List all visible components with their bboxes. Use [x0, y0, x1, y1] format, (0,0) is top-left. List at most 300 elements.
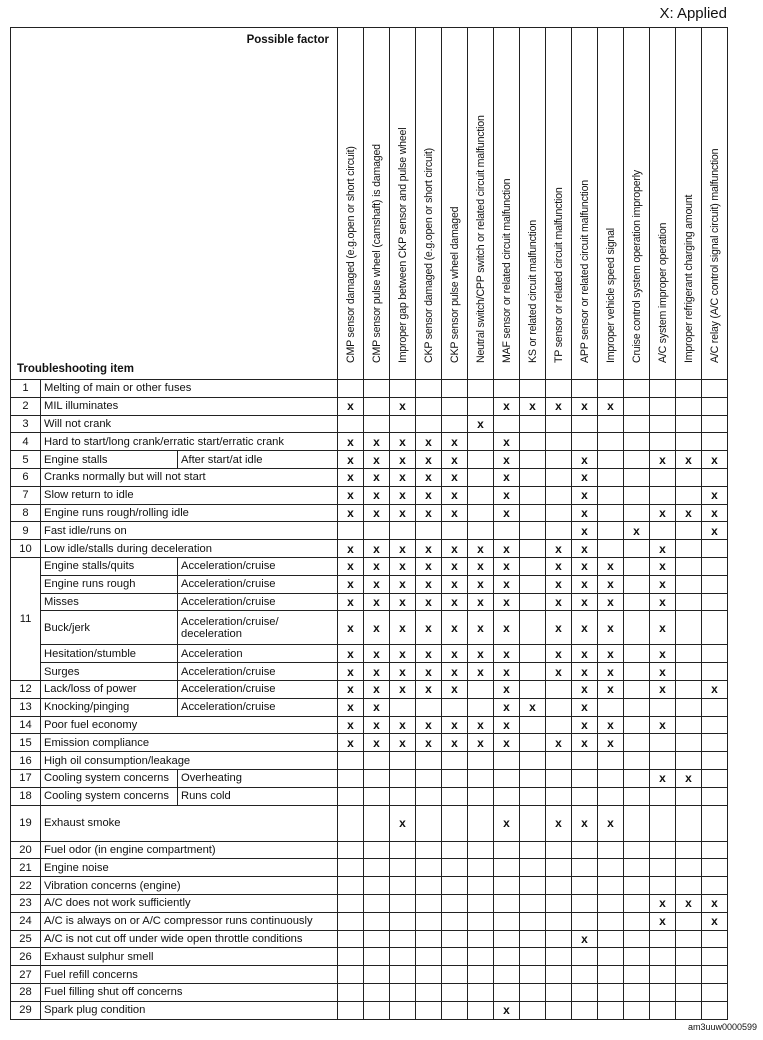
troubleshooting-item: Fuel filling shut off concerns: [41, 983, 338, 1001]
factor-mark: x: [572, 611, 598, 645]
table-row: [11, 734, 728, 752]
factor-mark: [494, 841, 520, 859]
factor-mark: x: [442, 611, 468, 645]
factor-mark: x: [494, 540, 520, 558]
item-condition: Acceleration: [178, 645, 338, 663]
factor-mark: [416, 930, 442, 948]
factor-mark: [676, 1001, 702, 1019]
factor-mark: [702, 663, 728, 681]
factor-mark: x: [468, 734, 494, 752]
troubleshooting-item: Fast idle/runs on: [41, 522, 338, 540]
factor-mark: [676, 983, 702, 1001]
factor-mark: [572, 877, 598, 895]
factor-mark: x: [416, 575, 442, 593]
factor-mark: [676, 380, 702, 398]
factor-mark: [676, 734, 702, 752]
factor-mark: [598, 948, 624, 966]
factor-mark: [598, 415, 624, 433]
factor-mark: x: [572, 663, 598, 681]
factor-mark: [468, 451, 494, 469]
factor-mark: [442, 894, 468, 912]
factor-mark: x: [494, 698, 520, 716]
header-corner: [11, 28, 338, 380]
item-condition: Acceleration/cruise: [178, 593, 338, 611]
factor-mark: [416, 752, 442, 770]
troubleshooting-item: Misses: [41, 593, 178, 611]
factor-mark: [364, 752, 390, 770]
factor-mark: [494, 948, 520, 966]
factor-header: [390, 28, 416, 380]
factor-mark: [520, 787, 546, 805]
factor-mark: [390, 912, 416, 930]
factor-mark: [676, 540, 702, 558]
factor-mark: x: [572, 397, 598, 415]
factor-mark: [390, 966, 416, 984]
factor-mark: [416, 948, 442, 966]
troubleshooting-item: A/C does not work sufficiently: [41, 894, 338, 912]
factor-mark: [546, 380, 572, 398]
factor-mark: x: [572, 734, 598, 752]
factor-mark: x: [338, 698, 364, 716]
table-row: [11, 680, 728, 698]
factor-label: TP sensor or related circuit malfunction: [552, 187, 565, 363]
factor-mark: x: [572, 451, 598, 469]
factor-mark: [364, 948, 390, 966]
item-number: 16: [11, 752, 41, 770]
factor-mark: [624, 680, 650, 698]
factor-mark: [468, 698, 494, 716]
factor-mark: x: [416, 540, 442, 558]
factor-mark: [624, 752, 650, 770]
factor-mark: x: [416, 468, 442, 486]
item-number: 6: [11, 468, 41, 486]
factor-mark: [468, 894, 494, 912]
factor-mark: x: [650, 540, 676, 558]
factor-mark: [598, 930, 624, 948]
factor-mark: [598, 433, 624, 451]
factor-mark: x: [390, 805, 416, 841]
table-row: [11, 575, 728, 593]
factor-label: A/C relay (A/C control signal circuit) malfunction: [708, 148, 721, 363]
factor-mark: [702, 557, 728, 575]
factor-mark: [338, 930, 364, 948]
factor-mark: [624, 698, 650, 716]
factor-label: APP sensor or related circuit malfunction: [578, 180, 591, 363]
table-row: [11, 966, 728, 984]
factor-mark: [624, 415, 650, 433]
factor-mark: [702, 575, 728, 593]
factor-mark: x: [364, 663, 390, 681]
factor-mark: [520, 380, 546, 398]
factor-mark: x: [442, 663, 468, 681]
factor-mark: [520, 593, 546, 611]
factor-mark: [624, 912, 650, 930]
factor-mark: [624, 433, 650, 451]
factor-mark: [572, 787, 598, 805]
factor-mark: [546, 894, 572, 912]
factor-label: KS or related circuit malfunction: [526, 220, 539, 363]
factor-mark: [650, 948, 676, 966]
factor-mark: x: [338, 575, 364, 593]
factor-mark: [598, 468, 624, 486]
factor-mark: [624, 1001, 650, 1019]
factor-mark: x: [650, 575, 676, 593]
factor-mark: [598, 912, 624, 930]
factor-mark: [546, 1001, 572, 1019]
document-code: am3uuw0000599: [687, 1022, 757, 1032]
factor-mark: [494, 877, 520, 895]
factor-mark: [702, 397, 728, 415]
factor-mark: [598, 504, 624, 522]
factor-mark: x: [572, 698, 598, 716]
factor-mark: [468, 983, 494, 1001]
factor-mark: [702, 752, 728, 770]
factor-mark: [624, 504, 650, 522]
factor-mark: [650, 397, 676, 415]
factor-mark: [520, 912, 546, 930]
factor-mark: [572, 380, 598, 398]
factor-mark: [468, 859, 494, 877]
factor-mark: [650, 877, 676, 895]
factor-mark: x: [364, 451, 390, 469]
factor-mark: [598, 983, 624, 1001]
factor-mark: [416, 859, 442, 877]
item-number: 26: [11, 948, 41, 966]
factor-mark: x: [442, 716, 468, 734]
factor-mark: x: [390, 504, 416, 522]
table-row: [11, 912, 728, 930]
factor-mark: [676, 575, 702, 593]
factor-label: CMP sensor damaged (e.g.open or short circuit): [344, 146, 357, 363]
factor-mark: [624, 451, 650, 469]
factor-mark: x: [676, 451, 702, 469]
item-number: 27: [11, 966, 41, 984]
factor-mark: [702, 734, 728, 752]
factor-mark: [390, 769, 416, 787]
factor-mark: [676, 752, 702, 770]
factor-mark: [390, 752, 416, 770]
factor-mark: x: [364, 486, 390, 504]
factor-mark: [676, 680, 702, 698]
factor-mark: [676, 557, 702, 575]
factor-mark: [546, 451, 572, 469]
factor-mark: [676, 859, 702, 877]
factor-mark: [650, 983, 676, 1001]
factor-mark: [624, 397, 650, 415]
factor-mark: x: [442, 575, 468, 593]
factor-mark: [572, 966, 598, 984]
factor-mark: x: [442, 451, 468, 469]
factor-mark: [572, 948, 598, 966]
table-row: [11, 805, 728, 841]
factor-mark: [520, 983, 546, 1001]
factor-mark: x: [494, 716, 520, 734]
factor-mark: x: [598, 557, 624, 575]
factor-mark: x: [598, 680, 624, 698]
factor-mark: [468, 805, 494, 841]
factor-mark: x: [546, 540, 572, 558]
factor-mark: [624, 948, 650, 966]
factor-mark: x: [364, 575, 390, 593]
factor-mark: [520, 611, 546, 645]
factor-mark: [338, 877, 364, 895]
factor-mark: [546, 504, 572, 522]
factor-mark: [546, 716, 572, 734]
factor-mark: [494, 983, 520, 1001]
table-row: [11, 787, 728, 805]
factor-mark: [390, 522, 416, 540]
factor-mark: [364, 966, 390, 984]
factor-mark: x: [598, 645, 624, 663]
table-row: [11, 877, 728, 895]
factor-header: [494, 28, 520, 380]
item-number: 24: [11, 912, 41, 930]
factor-mark: [390, 894, 416, 912]
factor-mark: [338, 841, 364, 859]
factor-mark: [702, 611, 728, 645]
factor-mark: x: [572, 557, 598, 575]
factor-mark: [650, 805, 676, 841]
factor-label: CMP sensor pulse wheel (camshaft) is damaged: [370, 144, 383, 363]
factor-mark: [364, 805, 390, 841]
factor-mark: [624, 575, 650, 593]
factor-mark: x: [650, 645, 676, 663]
factor-mark: [676, 716, 702, 734]
factor-mark: [546, 841, 572, 859]
factor-mark: [546, 433, 572, 451]
table-row: [11, 841, 728, 859]
factor-mark: x: [338, 468, 364, 486]
factor-header: [624, 28, 650, 380]
factor-mark: x: [650, 894, 676, 912]
table-row: [11, 859, 728, 877]
factor-mark: x: [390, 433, 416, 451]
troubleshooting-item: Exhaust sulphur smell: [41, 948, 338, 966]
factor-mark: x: [364, 557, 390, 575]
factor-mark: x: [338, 486, 364, 504]
table-row: [11, 433, 728, 451]
factor-mark: [598, 540, 624, 558]
factor-mark: [676, 433, 702, 451]
factor-label: MAF sensor or related circuit malfunction: [500, 178, 513, 363]
factor-mark: x: [650, 680, 676, 698]
factor-mark: [572, 912, 598, 930]
factor-mark: [416, 983, 442, 1001]
factor-mark: [494, 415, 520, 433]
factor-mark: x: [390, 645, 416, 663]
factor-header: [520, 28, 546, 380]
factor-mark: x: [494, 734, 520, 752]
factor-mark: [650, 752, 676, 770]
factor-mark: [364, 787, 390, 805]
table-row: [11, 397, 728, 415]
factor-mark: x: [364, 698, 390, 716]
factor-label: Neutral switch/CPP switch or related circuit malfunction: [474, 115, 487, 363]
factor-mark: x: [390, 486, 416, 504]
factor-mark: x: [520, 698, 546, 716]
factor-mark: [390, 841, 416, 859]
factor-mark: x: [468, 716, 494, 734]
factor-mark: x: [494, 433, 520, 451]
table-row: [11, 451, 728, 469]
troubleshooting-item: Exhaust smoke: [41, 805, 338, 841]
item-condition: Acceleration/cruise: [178, 680, 338, 698]
factor-mark: x: [338, 734, 364, 752]
table-row: [11, 380, 728, 398]
factor-mark: x: [468, 540, 494, 558]
item-number: 8: [11, 504, 41, 522]
troubleshooting-item: Poor fuel economy: [41, 716, 338, 734]
factor-mark: x: [416, 557, 442, 575]
troubleshooting-item: Cooling system concerns: [41, 787, 178, 805]
factor-mark: [364, 894, 390, 912]
factor-mark: [520, 415, 546, 433]
factor-mark: [546, 522, 572, 540]
factor-mark: [338, 966, 364, 984]
factor-mark: x: [468, 593, 494, 611]
factor-mark: [390, 415, 416, 433]
factor-mark: [442, 752, 468, 770]
factor-mark: x: [702, 912, 728, 930]
factor-mark: [520, 894, 546, 912]
item-number: 12: [11, 680, 41, 698]
legend-note: X: Applied: [659, 5, 727, 22]
troubleshooting-item: Fuel refill concerns: [41, 966, 338, 984]
factor-mark: [702, 380, 728, 398]
table-row: [11, 593, 728, 611]
factor-mark: x: [702, 894, 728, 912]
factor-mark: x: [338, 504, 364, 522]
item-number: 14: [11, 716, 41, 734]
factor-mark: x: [416, 663, 442, 681]
factor-mark: [624, 663, 650, 681]
factor-mark: [676, 415, 702, 433]
table-row: [11, 504, 728, 522]
item-number: 13: [11, 698, 41, 716]
factor-mark: [364, 380, 390, 398]
factor-mark: [546, 877, 572, 895]
factor-mark: x: [338, 593, 364, 611]
factor-mark: x: [494, 468, 520, 486]
factor-mark: x: [676, 894, 702, 912]
factor-mark: [702, 841, 728, 859]
factor-mark: x: [494, 645, 520, 663]
factor-mark: [442, 397, 468, 415]
factor-mark: [572, 769, 598, 787]
factor-mark: x: [390, 575, 416, 593]
factor-mark: x: [598, 734, 624, 752]
troubleshooting-item-label: Troubleshooting item: [17, 363, 134, 375]
factor-mark: [546, 415, 572, 433]
factor-mark: [598, 522, 624, 540]
factor-mark: x: [572, 468, 598, 486]
troubleshooting-item: Buck/jerk: [41, 611, 178, 645]
item-condition: Acceleration/cruise: [178, 698, 338, 716]
troubleshooting-item: Surges: [41, 663, 178, 681]
factor-mark: [494, 787, 520, 805]
factor-mark: [650, 841, 676, 859]
factor-label: Improper refrigerant charging amount: [682, 194, 695, 363]
factor-mark: [546, 752, 572, 770]
factor-mark: [494, 930, 520, 948]
factor-mark: [416, 380, 442, 398]
factor-mark: [442, 787, 468, 805]
factor-mark: [390, 787, 416, 805]
factor-mark: x: [598, 716, 624, 734]
factor-mark: [390, 859, 416, 877]
factor-mark: [546, 769, 572, 787]
troubleshooting-item: Will not crank: [41, 415, 338, 433]
factor-mark: x: [390, 716, 416, 734]
factor-mark: [494, 894, 520, 912]
factor-mark: x: [338, 680, 364, 698]
factor-mark: [572, 415, 598, 433]
factor-mark: [468, 841, 494, 859]
table-row: [11, 415, 728, 433]
factor-mark: [520, 716, 546, 734]
factor-mark: [442, 522, 468, 540]
factor-mark: [598, 894, 624, 912]
factor-mark: [650, 380, 676, 398]
factor-mark: x: [546, 663, 572, 681]
factor-mark: [468, 433, 494, 451]
item-condition: After start/at idle: [178, 451, 338, 469]
factor-mark: x: [338, 645, 364, 663]
factor-mark: [572, 752, 598, 770]
factor-mark: [676, 698, 702, 716]
factor-mark: [598, 380, 624, 398]
item-number: 19: [11, 805, 41, 841]
factor-mark: [624, 966, 650, 984]
troubleshooting-item: Cooling system concerns: [41, 769, 178, 787]
factor-mark: [624, 930, 650, 948]
factor-mark: [598, 769, 624, 787]
factor-mark: [364, 415, 390, 433]
factor-mark: x: [572, 680, 598, 698]
factor-mark: [442, 841, 468, 859]
factor-mark: [390, 877, 416, 895]
factor-mark: x: [364, 680, 390, 698]
factor-mark: [624, 486, 650, 504]
factor-mark: x: [338, 557, 364, 575]
factor-header: [598, 28, 624, 380]
factor-mark: [676, 930, 702, 948]
factor-header: [364, 28, 390, 380]
factor-mark: [494, 522, 520, 540]
factor-mark: x: [572, 522, 598, 540]
table-row: [11, 698, 728, 716]
factor-mark: [442, 415, 468, 433]
factor-mark: x: [364, 540, 390, 558]
factor-mark: [416, 1001, 442, 1019]
factor-mark: [624, 841, 650, 859]
factor-mark: [650, 486, 676, 504]
factor-mark: [624, 540, 650, 558]
factor-mark: [520, 680, 546, 698]
factor-mark: x: [494, 611, 520, 645]
factor-mark: [442, 877, 468, 895]
factor-mark: [390, 930, 416, 948]
factor-header: [416, 28, 442, 380]
factor-mark: x: [338, 540, 364, 558]
factor-mark: [676, 787, 702, 805]
table-row: [11, 716, 728, 734]
factor-mark: x: [650, 769, 676, 787]
factor-mark: [572, 841, 598, 859]
factor-mark: [520, 522, 546, 540]
item-number: 3: [11, 415, 41, 433]
factor-mark: [364, 522, 390, 540]
